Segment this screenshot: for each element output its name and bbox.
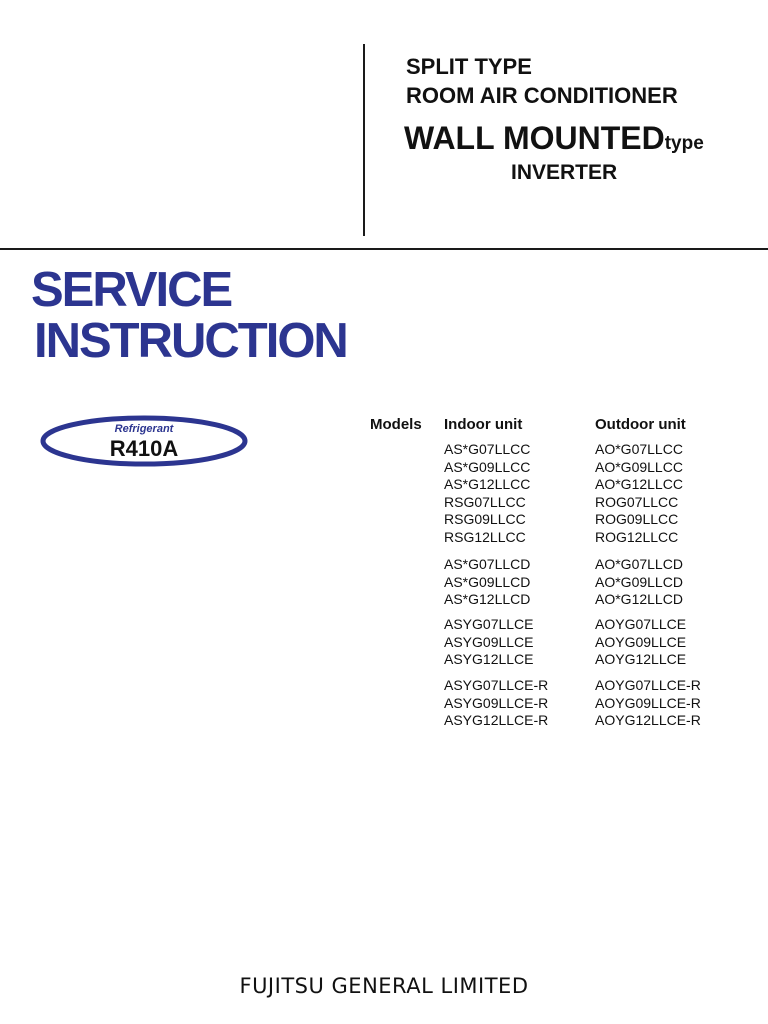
- refrigerant-badge: [40, 415, 248, 467]
- document-title-line1: SERVICE: [31, 263, 232, 317]
- indoor-model: AS*G09LLCC: [444, 458, 531, 475]
- header-vertical-divider: [363, 44, 365, 236]
- outdoor-unit-header: Outdoor unit: [595, 416, 686, 433]
- model-row: [444, 441, 764, 459]
- outdoor-model: AO*G09LLCD: [595, 573, 683, 590]
- indoor-model: ASYG07LLCE: [444, 616, 534, 632]
- model-row: [444, 712, 764, 730]
- mounting-type-line: [404, 120, 704, 157]
- outdoor-model: ROG07LLCC: [595, 493, 679, 510]
- header-horizontal-divider: [0, 248, 768, 250]
- product-type-line: SPLIT TYPE: [406, 54, 532, 79]
- refrigerant-value: R410A: [109, 436, 179, 461]
- indoor-model: AS*G07LLCC: [444, 441, 531, 457]
- indoor-unit-header: Indoor unit: [444, 416, 523, 433]
- indoor-model: AS*G09LLCD: [444, 573, 531, 590]
- indoor-model: AS*G07LLCD: [444, 556, 531, 572]
- model-group: [444, 556, 764, 609]
- indoor-model: RSG09LLCC: [444, 511, 526, 528]
- indoor-model: ASYG12LLCE: [444, 651, 534, 668]
- refrigerant-label: Refrigerant: [114, 423, 174, 435]
- model-row: [444, 556, 764, 574]
- outdoor-model: AO*G07LLCD: [595, 556, 683, 572]
- indoor-model: RSG12LLCC: [444, 528, 526, 545]
- model-row: [444, 476, 764, 494]
- mounting-type-suffix: type: [664, 133, 704, 154]
- outdoor-model: AO*G07LLCC: [595, 441, 683, 457]
- outdoor-model: AO*G12LLCC: [595, 476, 683, 493]
- outdoor-model: ROG09LLCC: [595, 511, 679, 528]
- indoor-model: AS*G12LLCD: [444, 591, 531, 608]
- model-row: [444, 459, 764, 477]
- model-group: [444, 677, 764, 730]
- indoor-model: ASYG07LLCE-R: [444, 677, 549, 693]
- document-title-line2: INSTRUCTION: [34, 314, 347, 368]
- model-row: [444, 616, 764, 634]
- indoor-model: ASYG09LLCE: [444, 633, 534, 650]
- models-label: Models: [370, 416, 422, 433]
- outdoor-model: AOYG12LLCE-R: [595, 712, 701, 729]
- company-logo: FUJITSU GENERAL LIMITED: [239, 974, 529, 998]
- indoor-model: ASYG12LLCE-R: [444, 712, 549, 729]
- model-row: [444, 695, 764, 713]
- outdoor-model: AOYG07LLCE: [595, 616, 687, 632]
- indoor-model: RSG07LLCC: [444, 493, 526, 510]
- model-row: [444, 634, 764, 652]
- model-row: [444, 574, 764, 592]
- model-row: [444, 677, 764, 695]
- outdoor-model: AOYG07LLCE-R: [595, 677, 701, 693]
- model-row: [444, 494, 764, 512]
- product-name-line: ROOM AIR CONDITIONER: [406, 83, 678, 108]
- outdoor-model: AOYG09LLCE: [595, 633, 687, 650]
- model-group: [444, 616, 764, 669]
- mounting-type-main: WALL MOUNTED: [404, 120, 665, 156]
- model-row: [444, 591, 764, 609]
- outdoor-model: ROG12LLCC: [595, 528, 679, 545]
- model-row: [444, 529, 764, 547]
- outdoor-model: AOYG12LLCE: [595, 651, 687, 668]
- outdoor-model: AO*G09LLCC: [595, 458, 683, 475]
- inverter-line: INVERTER: [511, 161, 618, 184]
- model-row: [444, 651, 764, 669]
- outdoor-model: AO*G12LLCD: [595, 591, 683, 608]
- indoor-model: AS*G12LLCC: [444, 476, 531, 493]
- indoor-model: ASYG09LLCE-R: [444, 694, 549, 711]
- model-group: [444, 441, 764, 547]
- model-row: [444, 511, 764, 529]
- outdoor-model: AOYG09LLCE-R: [595, 694, 701, 711]
